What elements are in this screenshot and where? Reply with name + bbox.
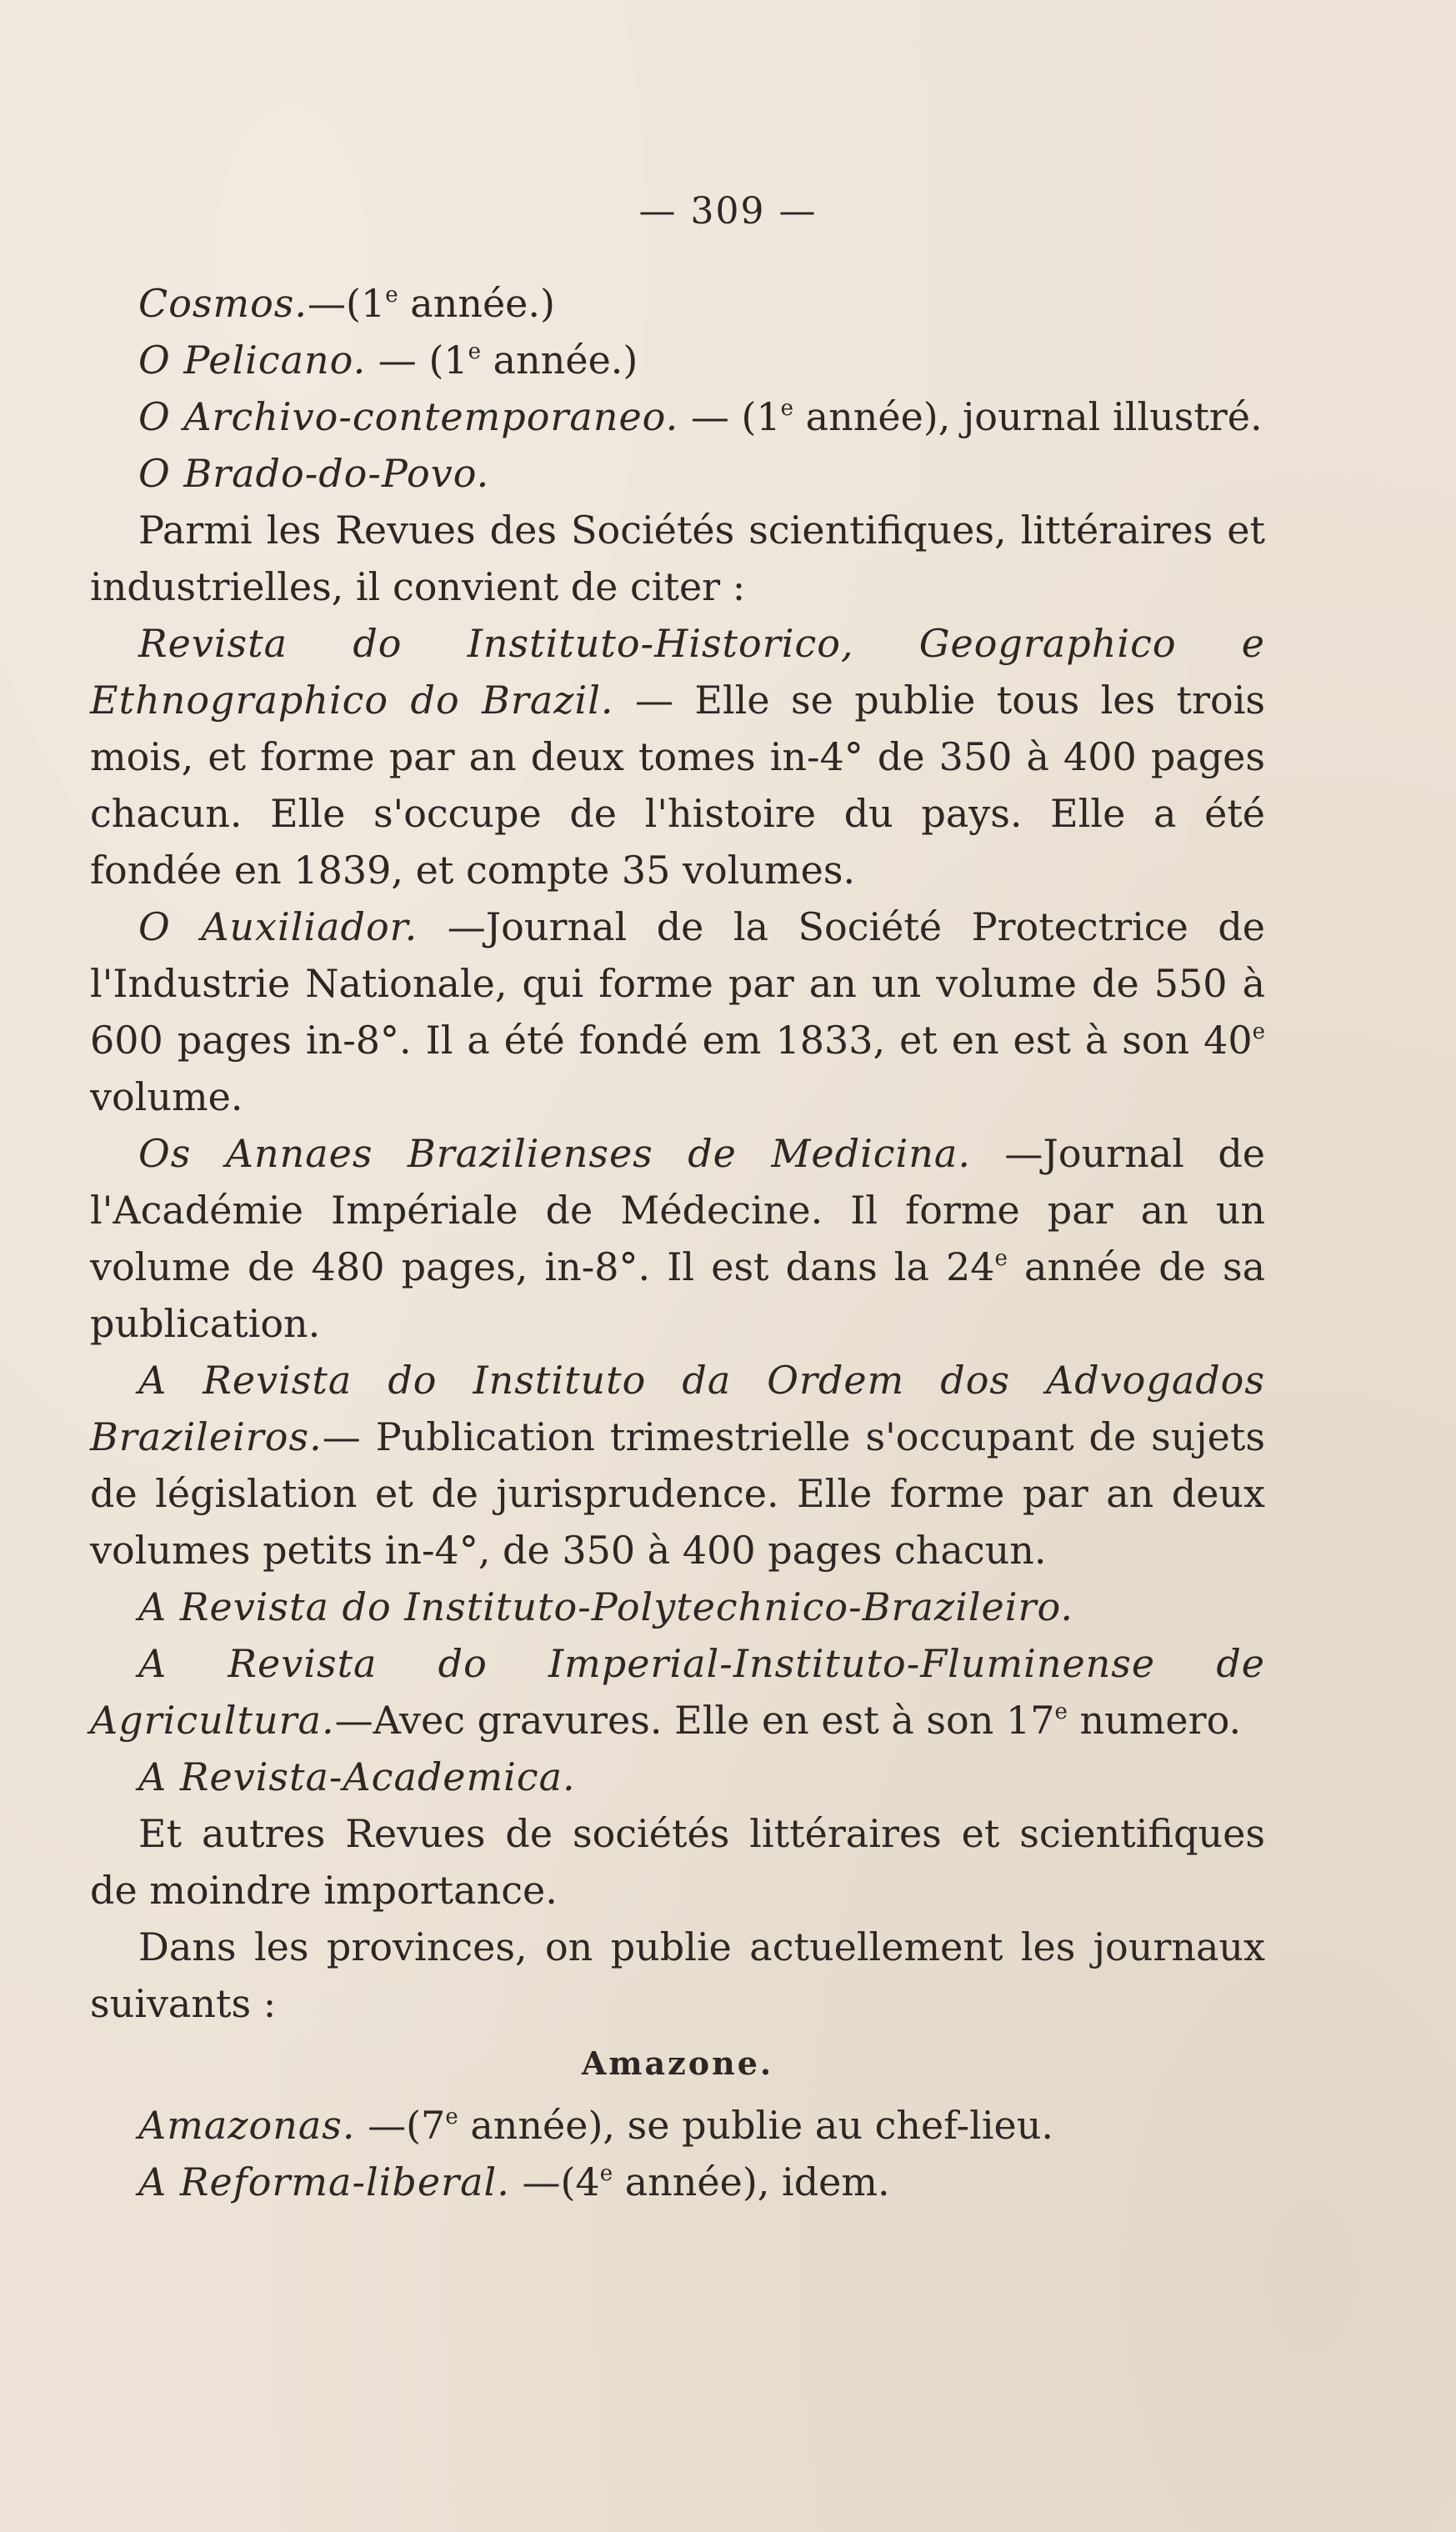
year-close: année), se publie au chef-lieu. <box>458 2103 1053 2148</box>
year-open: (1 <box>428 338 468 383</box>
separator: — <box>366 338 429 383</box>
journal-title: O Brado-do-Povo. <box>138 451 490 496</box>
year-open: —(4 <box>509 2159 600 2204</box>
ordinal-sup: e <box>599 2161 613 2186</box>
journal-title: Revista do Instituto-Historico, Geographico e Ethnographico do Brazil. <box>90 621 1265 723</box>
journal-title: O Pelicano. <box>138 338 367 383</box>
separator: — <box>308 281 347 326</box>
entry-text: —Journal de la Société Protectrice de l'Industrie Nationale, qui forme par an un volume de 550 à 600 pages in-8°. Il a été fondé em 1833, et en est à son 40 <box>90 904 1266 1063</box>
ordinal-sup: e <box>1252 1019 1265 1044</box>
entry-polytechnico <box>90 1579 1265 1635</box>
entry-amazonas <box>90 2097 1265 2154</box>
entry-advogados <box>90 1352 1265 1579</box>
entry-text: — Elle se publie tous les trois mois, et forme par an deux tomes in-4° de 350 à 400 pages chacun. Elle s'occupe de l'histoire du pays. Elle a été fondée en 1839, et compte 35 volumes. <box>90 678 1266 893</box>
entry-revista-ihgb <box>90 615 1265 898</box>
entry-text: — Publication trimestrielle s'occupant de sujets de législation et de jurisprudence. Elle forme par an deux volumes petits in-4°, de 350 à 400 pages chacun. <box>90 1414 1265 1573</box>
journal-title: Amazonas. <box>138 2103 356 2148</box>
entry-text: —Journal de l'Académie Impériale de Médecine. Il forme par an un volume de 480 pages, in-8°. Il est dans la 24 <box>90 1131 1265 1289</box>
entry-cosmos <box>90 275 1265 332</box>
entry-academica <box>90 1749 1265 1805</box>
year-close: année), journal illustré. <box>793 394 1263 439</box>
year-close: année), idem. <box>613 2159 890 2204</box>
entry-pelicano <box>90 332 1265 388</box>
ordinal-sup: e <box>780 396 794 421</box>
separator: — <box>678 394 742 439</box>
intro-societies: Parmi les Revues des Sociétés scientifiques, littéraires et industrielles, il convient de citer : <box>90 508 1265 609</box>
page-number: — 309 — <box>638 190 818 233</box>
journal-title: A Reforma-liberal. <box>138 2159 510 2204</box>
journal-title: A Revista do Instituto-Polytechnico-Brazileiro. <box>138 1584 1073 1629</box>
provinces-intro: Dans les provinces, on publie actuellement les journaux suivants : <box>90 1924 1265 2026</box>
journal-title: A Revista do Imperial-Instituto-Fluminense de Agricultura. <box>90 1641 1265 1743</box>
ordinal-sup: e <box>468 339 482 364</box>
year-open: (1 <box>741 394 781 439</box>
journal-title: Os Annaes Brazilienses de Medicina. <box>138 1131 971 1176</box>
year-close: année.) <box>481 338 638 383</box>
ordinal-sup: e <box>445 2104 458 2129</box>
section-heading-amazone: Amazone. <box>581 2044 774 2082</box>
year-open: —(7 <box>355 2103 446 2148</box>
year-close: année.) <box>398 281 555 326</box>
entry-auxiliador <box>90 898 1265 1125</box>
year-open: (1 <box>346 281 386 326</box>
journal-title: A Revista-Academica. <box>138 1754 576 1799</box>
body-text <box>90 275 1265 2210</box>
journal-title: Cosmos. <box>138 281 308 326</box>
entry-text: —Avec gravures. Elle en est à son 17 <box>334 1698 1055 1743</box>
journal-title: O Archivo-contemporaneo. <box>138 394 679 439</box>
entry-annaes <box>90 1125 1265 1352</box>
entry-text-end: année de sa publication. <box>90 1244 1265 1346</box>
journal-title: A Revista do Instituto da Ordem dos Advogados Brazileiros. <box>90 1358 1265 1459</box>
entry-agricultura <box>90 1635 1265 1749</box>
entry-reforma <box>90 2154 1265 2210</box>
entry-text-end: numero. <box>1067 1698 1242 1743</box>
entry-archivo <box>90 388 1265 445</box>
ordinal-sup: e <box>994 1246 1008 1271</box>
ordinal-sup: e <box>385 283 398 308</box>
others-paragraph: Et autres Revues de sociétés littéraires et scientifiques de moindre importance. <box>90 1811 1265 1913</box>
entry-brado <box>90 445 1265 502</box>
ordinal-sup: e <box>1054 1699 1068 1724</box>
journal-title: O Auxiliador. <box>138 904 418 949</box>
entry-text-end: volume. <box>90 1074 243 1119</box>
